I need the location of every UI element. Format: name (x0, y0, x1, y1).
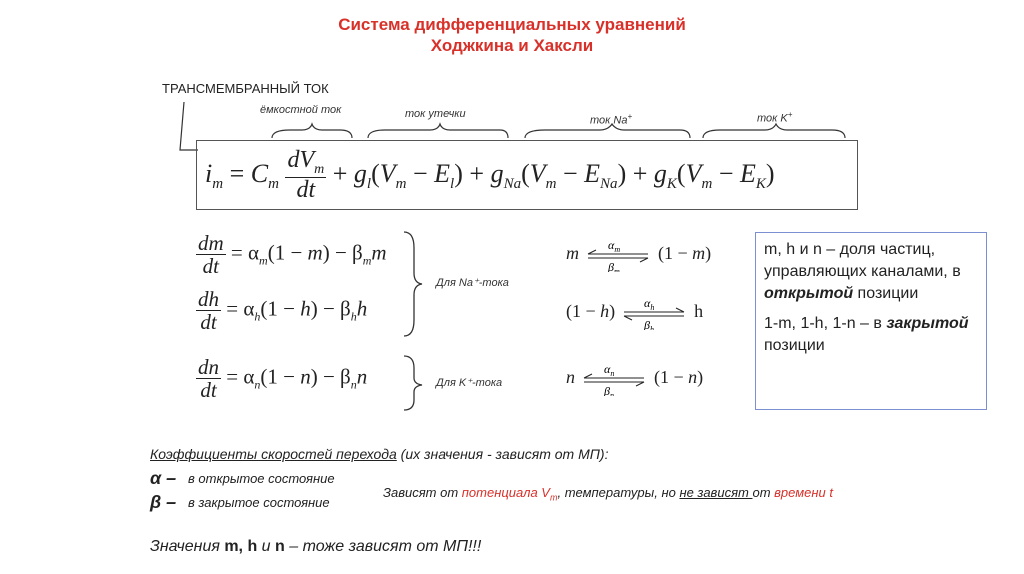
svg-text:αn: $\alpha_n$ (603, 362, 614, 378)
potassium-current-label: ток K+ (757, 110, 793, 125)
k-current-label: Для K⁺-тока (436, 377, 503, 389)
title-line-2: Ходжкина и Хаксли (430, 36, 594, 55)
kinetic-h: (1 − h) $\alpha_h$ $\beta_h$ h (566, 296, 703, 330)
reversible-arrow-icon (584, 238, 654, 272)
coefficients-heading: Коэффициенты скоростей перехода (их значения - зависят от МП): (150, 446, 609, 462)
component-braces (0, 0, 1024, 150)
ode-n: $\frac{dn}{dt}$ = $\alpha_n(1 - n) - \beta_nn$ (198, 355, 368, 403)
kinetic-n: n $\alpha_n$ $\beta_n$ (1 − n) (566, 362, 703, 396)
reversible-arrow-icon (620, 296, 690, 330)
capacitive-brace (272, 124, 352, 138)
svg-text:βh: $\beta_h$ (643, 318, 654, 330)
membrane-current-label: ТРАНСМЕМБРАННЫЙ ТОК (162, 81, 329, 96)
gating-variables-info-box (755, 232, 987, 410)
leak-brace (368, 124, 508, 138)
info-open-paragraph: m, h и n – доля частиц, управляющих каналами, в открытой позиции (764, 241, 961, 302)
alpha-description: в открытое состояние (188, 471, 335, 486)
sodium-current-label: ток Na+ (590, 112, 633, 127)
svg-text:βn: $\beta_n$ (603, 384, 614, 396)
sodium-brace (525, 124, 690, 138)
kinetic-m: m $\alpha_m$ $\beta_m$ (1 − m) (566, 238, 711, 272)
title-line-1: Система дифференциальных уравнений (338, 15, 686, 34)
reversible-arrow-icon (580, 362, 650, 396)
na-brace (404, 232, 422, 336)
svg-text:βm: $\beta_m$ (607, 260, 620, 272)
na-current-label: Для Na⁺-тока (436, 277, 509, 289)
dependency-note: Зависят от потенциала $V_m$, температуры, но не зависят от времени t (383, 485, 833, 503)
ode-h: $\frac{dh}{dt}$ = $\alpha_h(1 - h) - \beta_hh$ (198, 287, 368, 335)
main-equation: $i_m = C_m$ $\frac{dV_m}{dt}$ + $g_l(V_m - E_l) + g_{Na}(V_m - E_{Na}) + g_K(V_m - E_K)$ (205, 147, 775, 204)
ode-m: $\frac{dm}{dt}$ = $\alpha_m(1 - m) - \beta_mm$ (198, 231, 387, 279)
bottom-note: Значения m, h и n – тоже зависят от МП!!! (150, 538, 482, 555)
capacitive-current-label: ёмкостной ток (260, 104, 342, 116)
leak-current-label: ток утечки (405, 108, 466, 120)
potassium-brace (703, 124, 845, 138)
beta-symbol: β – (150, 492, 177, 512)
svg-text:αh: $\alpha_h$ (643, 296, 654, 312)
ode-braces (400, 228, 430, 413)
k-brace (404, 356, 422, 410)
beta-description: в закрытое состояние (188, 495, 330, 510)
info-closed-paragraph: 1-m, 1-h, 1-n – в закрытой позиции (764, 315, 969, 354)
svg-text:αm: $\alpha_m$ (607, 238, 620, 254)
alpha-symbol: α – (150, 468, 177, 488)
